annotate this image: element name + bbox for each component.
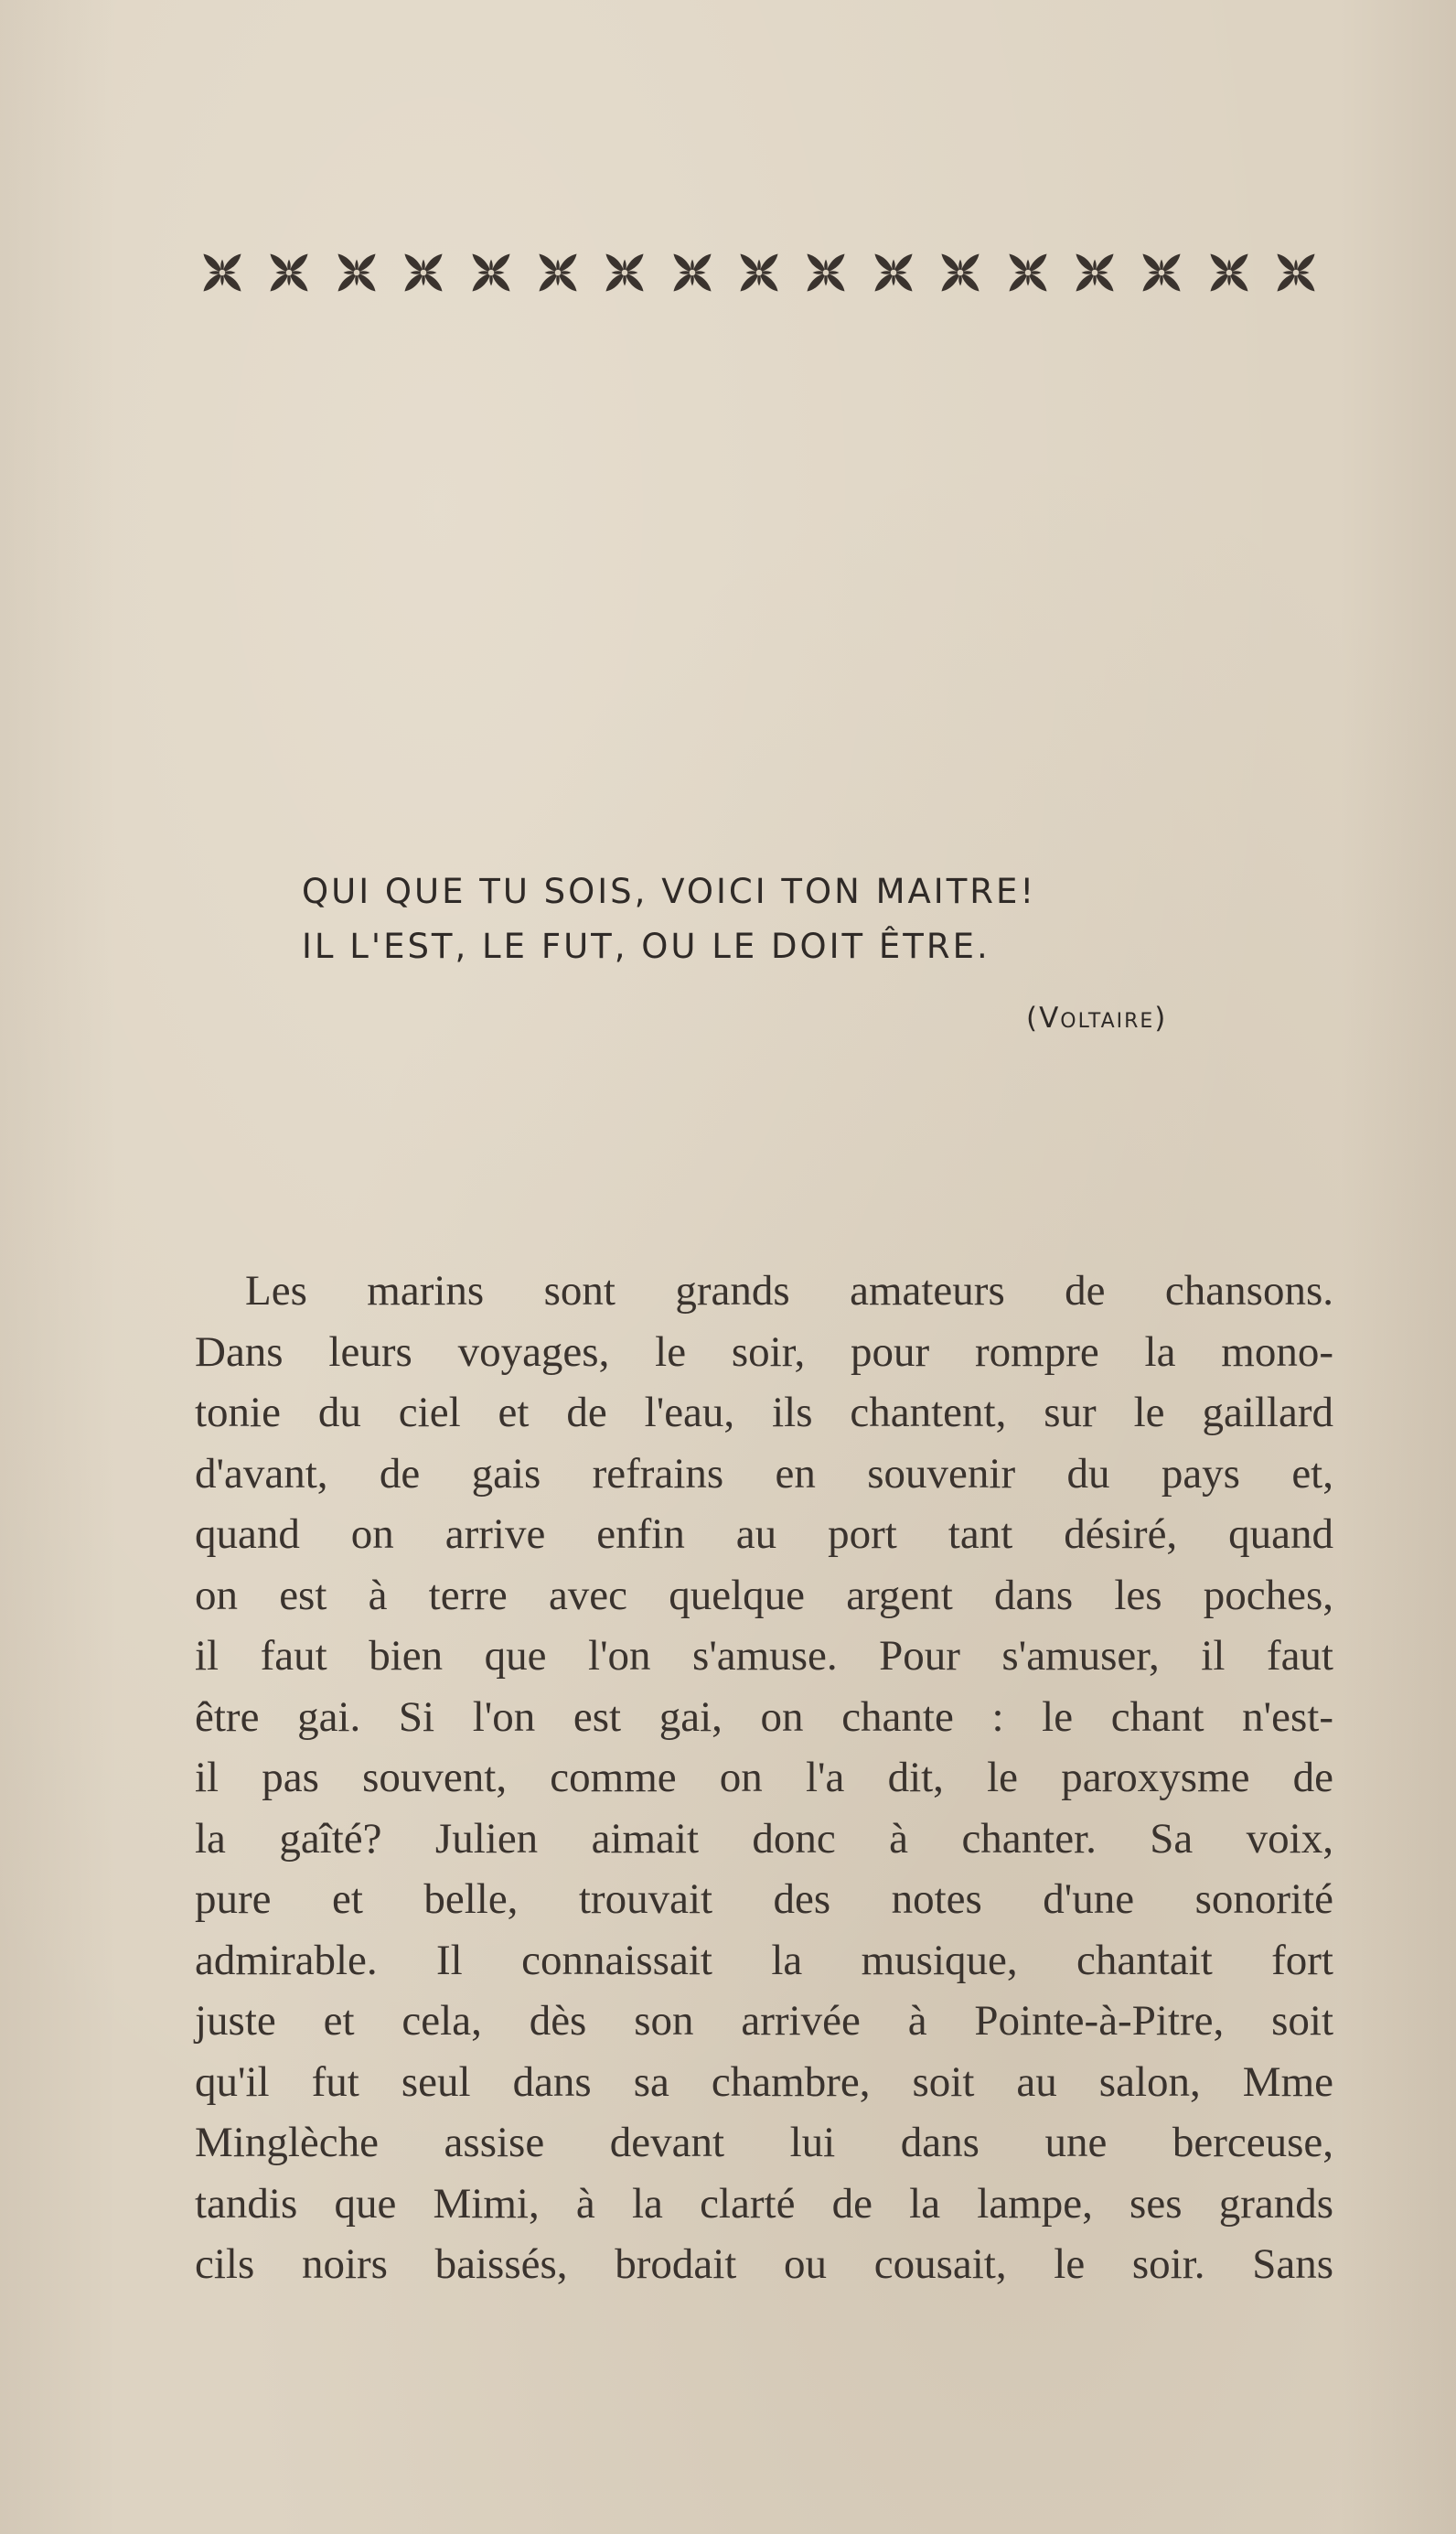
fleuron-icon	[998, 242, 1058, 303]
text-line: Minglèche assise devant lui dans une berceuse,	[195, 2119, 1333, 2166]
epigraph	[302, 864, 1271, 974]
text-line: cils noirs baissés, brodait ou cousait, le soir. Sans	[195, 2240, 1333, 2288]
text-line: tandis que Mimi, à la clarté de la lampe, ses grands	[195, 2179, 1333, 2228]
fleuron-icon	[1199, 242, 1259, 303]
fleuron-icon	[1266, 242, 1326, 303]
fleuron-icon	[1065, 242, 1125, 303]
epigraph-line-1: QUI QUE TU SOIS, VOICI TON MAITRE!	[302, 872, 1037, 911]
fleuron-icon	[192, 242, 252, 303]
text-line: qu'il fut seul dans sa chambre, soit au salon, Mme	[195, 2057, 1333, 2106]
text-line: il faut bien que l'on s'amuse. Pour s'amuser, il faut	[195, 1632, 1333, 1680]
text-line: juste et cela, dès son arrivée à Pointe-à-Pitre, soit	[195, 1997, 1333, 2045]
epigraph-line-2: IL L'EST, LE FUT, OU LE DOIT ÊTRE.	[302, 927, 990, 966]
fleuron-icon	[327, 242, 387, 303]
fleuron-icon	[528, 242, 588, 303]
epigraph-attribution: (Voltaire)	[1026, 1002, 1168, 1035]
text-line: tonie du ciel et de l'eau, ils chantent, sur le gaillard	[195, 1389, 1333, 1436]
text-line: pure et belle, trouvait des notes d'une sonorité	[195, 1875, 1333, 1923]
fleuron-icon	[662, 242, 723, 303]
fleuron-icon	[1131, 242, 1192, 303]
fleuron-icon	[393, 242, 454, 303]
text-line: être gai. Si l'on est gai, on chante : le chant n'est-	[195, 1692, 1333, 1741]
fleuron-icon	[461, 242, 521, 303]
text-line: la gaîté? Julien aimait donc à chanter. Sa voix,	[195, 1814, 1333, 1863]
text-line: Les marins sont grands amateurs de chansons.	[245, 1267, 1333, 1315]
text-line: il pas souvent, comme on l'a dit, le paroxysme de	[195, 1754, 1333, 1801]
text-line: d'avant, de gais refrains en souvenir du pays et,	[195, 1449, 1333, 1498]
text-line: admirable. Il connaissait la musique, chantait fort	[195, 1936, 1333, 1984]
text-line: on est à terre avec quelque argent dans les poches,	[195, 1571, 1333, 1619]
fleuron-icon	[930, 242, 990, 303]
text-line: Dans leurs voyages, le soir, pour rompre la mono-	[195, 1327, 1333, 1376]
body-text	[195, 1261, 1333, 2295]
text-line: quand on arrive enfin au port tant désiré, quand	[195, 1510, 1333, 1558]
fleuron-icon	[259, 242, 319, 303]
fleuron-icon	[729, 242, 789, 303]
fleuron-icon	[863, 242, 924, 303]
fleuron-icon	[594, 242, 655, 303]
ornament-band	[192, 236, 1326, 309]
fleuron-icon	[796, 242, 856, 303]
